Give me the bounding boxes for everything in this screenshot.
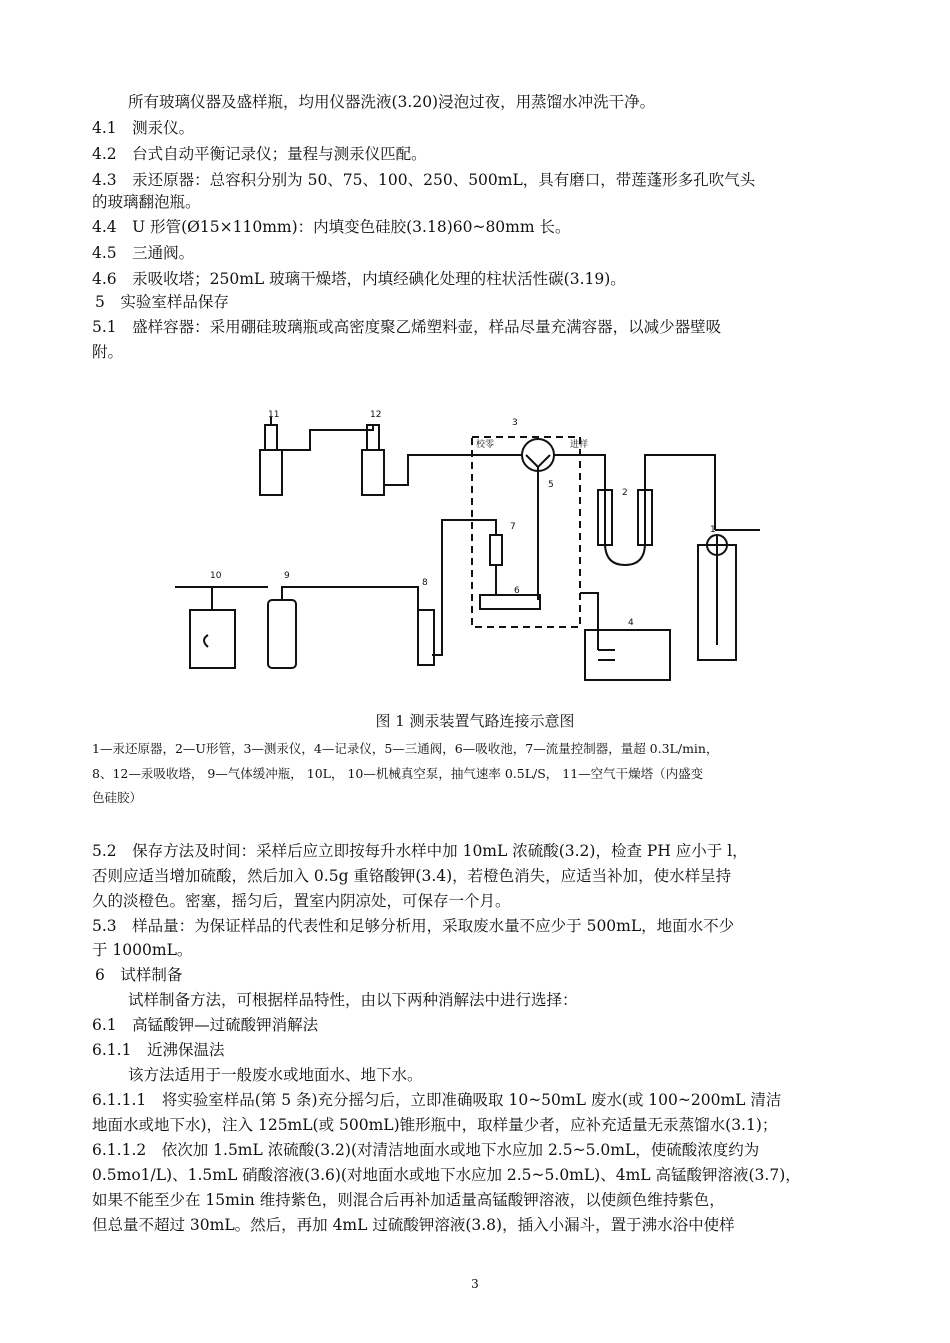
- label-5: 5: [548, 480, 554, 490]
- section-5-1: 5.1 盛样容器：采用硼硅玻璃瓶或高密度聚乙烯塑料壶，样品尽量充满容器，以减少器壁吸: [92, 318, 722, 336]
- label-11: 11: [268, 410, 280, 420]
- vacuum-pump: [190, 610, 235, 668]
- section-6-heading: 6 试样制备: [95, 966, 183, 984]
- buffer-bottle: [268, 600, 296, 668]
- flow-controller: [490, 535, 502, 565]
- label-3: 3: [512, 418, 518, 428]
- section-4-3-cont: 的玻璃翻泡瓶。: [92, 193, 201, 211]
- label-9: 9: [284, 571, 290, 581]
- section-6-1-1-2-cont: 如果不能至少在 15min 维持紫色，则混合后再补加适量高锰酸钾溶液，以使颜色维持紫色，: [92, 1191, 725, 1209]
- section-5-3-cont: 于 1000mL。: [92, 941, 193, 959]
- label-6: 6: [514, 586, 520, 596]
- absorption-tower-8: [418, 610, 434, 665]
- section-6-1-1: 6.1.1 近沸保温法: [92, 1041, 225, 1059]
- section-6-1: 6.1 高锰酸钾—过硫酸钾消解法: [92, 1016, 319, 1034]
- label-4: 4: [628, 618, 634, 628]
- section-4-6: 4.6 汞吸收塔；250mL 玻璃干燥塔，内填经碘化处理的柱状活性碳(3.19)。: [92, 270, 626, 288]
- paragraph-line: 试样制备方法，可根据样品特性，由以下两种消解法中进行选择：: [128, 991, 578, 1009]
- section-5-1-cont: 附。: [92, 343, 124, 361]
- absorption-tower-12: [362, 450, 384, 495]
- label-12: 12: [370, 410, 382, 420]
- section-5-3: 5.3 样品量：为保证样品的代表性和足够分析用，采取废水量不应少于 500mL，地面水不少: [92, 917, 735, 935]
- section-6-1-1-2-cont: 0.5mo1/L)、1.5mL 硝酸溶液(3.6)(对地面水或地下水应加 2.5~5.0mL)、4mL 高锰酸钾溶液(3.7)，: [92, 1166, 801, 1184]
- label-10: 10: [210, 571, 222, 581]
- section-4-2: 4.2 台式自动平衡记录仪；量程与测汞仪匹配。: [92, 145, 427, 163]
- paragraph-line: 所有玻璃仪器及盛样瓶，均用仪器洗液(3.20)浸泡过夜，用蒸馏水冲洗干净。: [128, 93, 656, 111]
- section-4-5: 4.5 三通阀。: [92, 244, 195, 262]
- page-number: 3: [471, 1277, 479, 1291]
- section-6-1-1-2: 6.1.1.2 依次加 1.5mL 浓硫酸(3.2)(对清洁地面水或地下水应加 2.5~5.0mL，使硫酸浓度约为: [92, 1141, 760, 1159]
- label-1: 1: [710, 525, 716, 535]
- label-8: 8: [422, 578, 428, 588]
- section-4-4: 4.4 U 形管(Ø15×110mm)：内填变色硅胶(3.18)60~80mm 长。: [92, 218, 571, 236]
- section-5-2: 5.2 保存方法及时间：采样后应立即按每升水样中加 10mL 浓硫酸(3.2)，检查 PH 应小于 l，: [92, 842, 748, 860]
- section-6-1-1-1-cont: 地面水或地下水)，注入 125mL(或 500mL)锥形瓶中，取样量少者，应补充适量无汞蒸馏水(3.1)；: [92, 1116, 778, 1134]
- figure-legend-line: 8、12—汞吸收塔， 9—气体缓冲瓶， 10L， 10—机械真空泵，抽气速率 0.5L/S， 11—空气干燥塔（内盛变: [92, 766, 704, 781]
- label-zero: 校零: [476, 440, 495, 450]
- label-sample: 进样: [570, 440, 589, 450]
- label-7: 7: [510, 522, 516, 532]
- drying-tower-11: [260, 450, 282, 495]
- section-6-1-1-2-cont: 但总量不超过 30mL。然后，再加 4mL 过硫酸钾溶液(3.8)，插入小漏斗，置于沸水浴中使样: [92, 1216, 735, 1234]
- figure-title: 图 1 测汞装置气路连接示意图: [375, 712, 575, 730]
- absorption-cell: [480, 595, 540, 609]
- section-5-2-cont: 否则应适当增加硫酸，然后加入 0.5g 重铬酸钾(3.4)，若橙色消失，应适当补加，使水样呈持: [92, 867, 732, 885]
- label-2: 2: [622, 488, 628, 498]
- paragraph-line: 该方法适用于一般废水或地面水、地下水。: [128, 1066, 423, 1084]
- apparatus-diagram: [160, 395, 800, 695]
- section-4-1: 4.1 测汞仪。: [92, 119, 195, 137]
- section-4-3: 4.3 汞还原器：总容积分别为 50、75、100、250、500mL，具有磨口，带莲蓬形多孔吹气头: [92, 171, 756, 189]
- section-5-heading: 5 实验室样品保存: [95, 293, 229, 311]
- figure-legend-line: 1—汞还原器，2—U形管，3—测汞仪，4—记录仪，5—三通阀，6—吸收池，7—流量控制器，量超 0.3L/min，: [92, 741, 719, 756]
- section-6-1-1-1: 6.1.1.1 将实验室样品(第 5 条)充分摇匀后，立即准确吸取 10~50mL 废水(或 100~200mL 清洁: [92, 1091, 782, 1109]
- section-5-2-cont: 久的淡橙色。密塞，摇匀后，置室内阴凉处，可保存一个月。: [92, 892, 511, 910]
- figure-legend-line: 色硅胶）: [92, 790, 143, 805]
